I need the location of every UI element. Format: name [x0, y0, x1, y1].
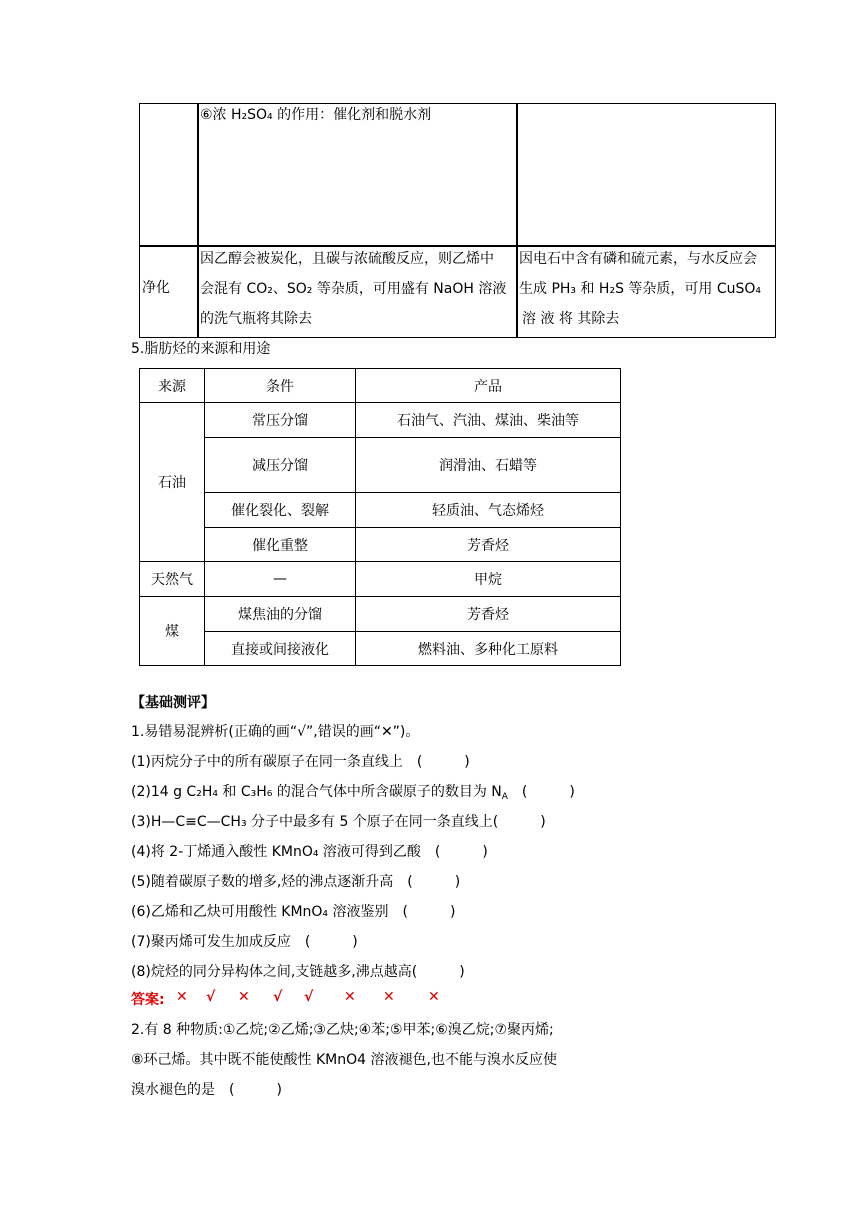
purify-text-line: 溶 液 将 其除去 [522, 311, 620, 327]
source-cell: 石油 [140, 403, 205, 562]
table-header: 产品 [356, 369, 621, 403]
answer-line [131, 989, 440, 1009]
source-cell: 天然气 [140, 562, 205, 597]
table-header: 条件 [205, 369, 356, 403]
answer-mark: ✕ [383, 989, 395, 1005]
answer-mark: ✕ [176, 989, 188, 1005]
source-cell: 煤 [140, 597, 205, 666]
purify-text-line: 会混有 CO₂、SO₂ 等杂质，可用盛有 NaOH 溶液 [200, 281, 507, 297]
condition-cell: 减压分馏 [205, 438, 356, 493]
purify-acetylene-cell [519, 244, 777, 334]
purify-row-label: 净化 [142, 280, 170, 296]
product-cell: 燃料油、多种化工原料 [356, 632, 621, 666]
product-cell: 润滑油、石蜡等 [356, 438, 621, 493]
q1-item: (4)将 2-丁烯通入酸性 KMnO₄ 溶液可得到乙酸 ( ) [131, 844, 488, 860]
q1-item: (5)随着碳原子数的增多,烃的沸点逐渐升高 ( ) [131, 874, 461, 890]
q2-line: 溴水褪色的是 ( ) [131, 1082, 282, 1098]
table-header: 来源 [140, 369, 205, 403]
condition-cell: 直接或间接液化 [205, 632, 356, 666]
section-title: 5.脂肪烃的来源和用途 [131, 341, 271, 357]
purify-text-line: 因电石中含有磷和硫元素，与水反应会 [519, 251, 757, 267]
product-cell: 石油气、汽油、煤油、柴油等 [356, 403, 621, 438]
answer-mark: √ [206, 989, 216, 1005]
answer-mark: ✕ [344, 989, 356, 1005]
answer-mark: ✕ [238, 989, 250, 1005]
q1-item: (2)14 g C₂H₄ 和 C₃H₆ 的混合气体中所含碳原子的数目为 $N_A$ ( ) [131, 784, 575, 802]
q2-line: ⑧环己烯。其中既不能使酸性 KMnO4 溶液褪色,也不能与溴水反应使 [131, 1052, 557, 1068]
purify-ethylene-cell [200, 244, 518, 334]
answer-mark: √ [304, 989, 314, 1005]
sources-table [139, 368, 621, 666]
purify-table-divider [197, 103, 199, 338]
condition-cell: 煤焦油的分馏 [205, 597, 356, 632]
purify-catalyst-note: ⑥浓 H₂SO₄ 的作用：催化剂和脱水剂 [200, 107, 432, 123]
condition-cell: 催化重整 [205, 528, 356, 562]
purify-text-line: 因乙醇会被炭化，且碳与浓硫酸反应，则乙烯中 [200, 251, 494, 267]
product-cell: 芳香烃 [356, 597, 621, 632]
q1-item: (3)H—C≡C—CH₃ 分子中最多有 5 个原子在同一条直线上( ) [131, 814, 546, 830]
q2-line: 2.有 8 种物质:①乙烷;②乙烯;③乙炔;④苯;⑤甲苯;⑥溴乙烷;⑦聚丙烯; [131, 1022, 554, 1038]
purify-text-line: 生成 PH₃ 和 H₂S 等杂质，可用 CuSO₄ [519, 281, 762, 297]
answer-label: 答案: [131, 992, 165, 1008]
purify-text-line: 的洗气瓶将其除去 [200, 311, 312, 327]
product-cell: 轻质油、气态烯烃 [356, 493, 621, 528]
q1-item: (8)烷烃的同分异构体之间,支链越多,沸点越高( ) [131, 964, 465, 980]
condition-cell: 催化裂化、裂解 [205, 493, 356, 528]
q1-item: (1)丙烷分子中的所有碳原子在同一条直线上 ( ) [131, 754, 470, 770]
answer-mark: √ [273, 989, 283, 1005]
answer-mark: ✕ [428, 989, 440, 1005]
product-cell: 甲烷 [356, 562, 621, 597]
condition-cell: — [205, 562, 356, 597]
q1-intro: 1.易错易混辨析(正确的画“√”,错误的画“✕”)。 [131, 724, 420, 740]
assessment-heading: 【基础测评】 [131, 695, 215, 711]
product-cell: 芳香烃 [356, 528, 621, 562]
q1-item: (7)聚丙烯可发生加成反应 ( ) [131, 934, 358, 950]
condition-cell: 常压分馏 [205, 403, 356, 438]
q1-item: (6)乙烯和乙炔可用酸性 KMnO₄ 溶液鉴别 ( ) [131, 904, 456, 920]
